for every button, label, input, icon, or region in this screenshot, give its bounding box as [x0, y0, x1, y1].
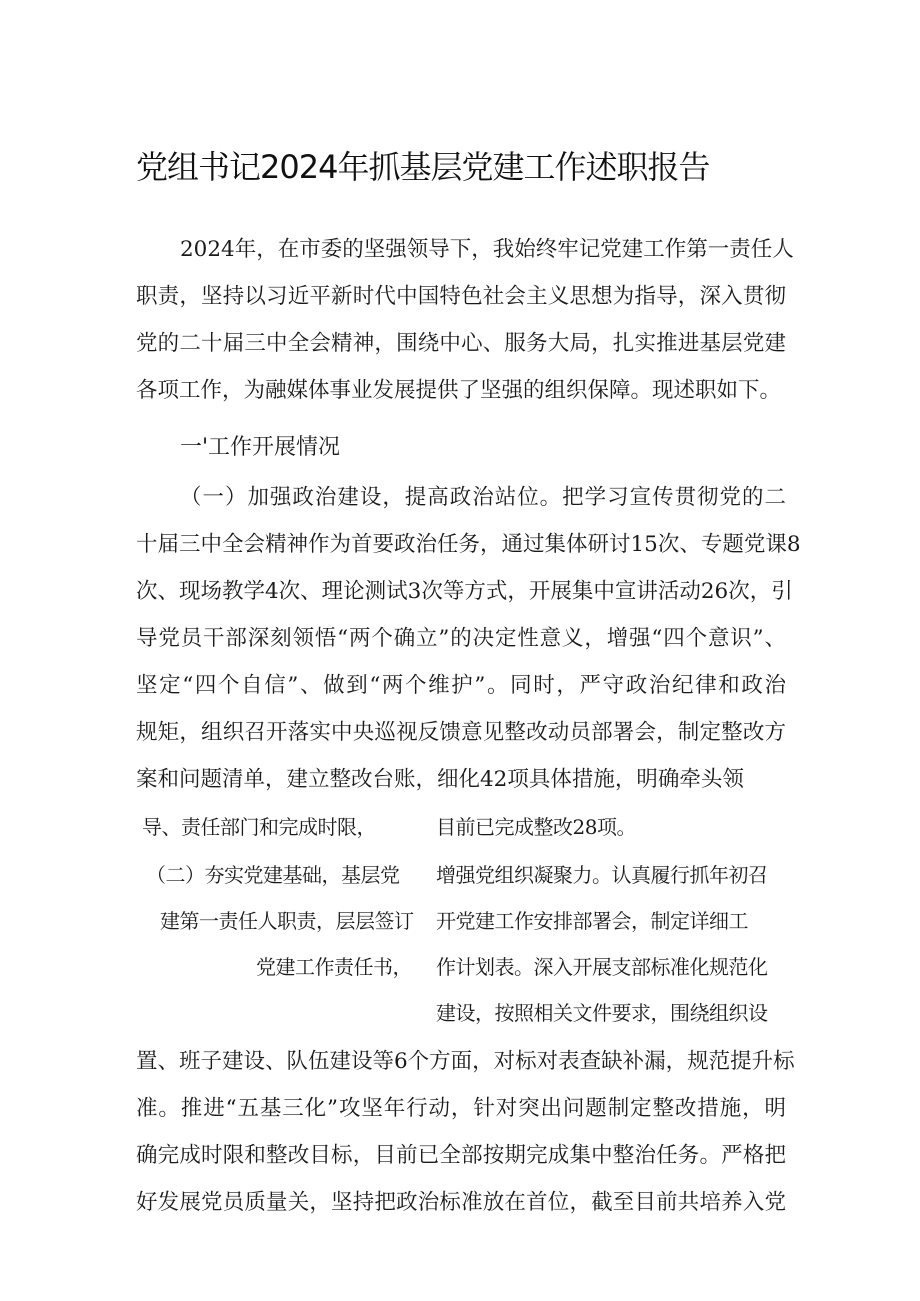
split-line-right: 增强党组织凝聚力。认真履行抓年初召: [436, 863, 768, 887]
paragraph-line: 确完成时限和整改目标，目前已全部按期完成集中整治任务。严格把: [136, 1143, 786, 1168]
split-line-right: 建设，按照相关文件要求，围绕组织设: [436, 1001, 768, 1025]
paragraph-line: （一）加强政治建设，提高政治站位。把学习宣传贯彻党的二: [180, 485, 786, 510]
paragraph-line: 准。推进“五基三化”攻坚年行动，针对突出问题制定整改措施，明: [136, 1096, 786, 1121]
paragraph-line: 坚定“四个自信”、做到“两个维护”。同时，严守政治纪律和政治: [136, 673, 786, 698]
paragraph-line: 十届三中全会精神作为首要政治任务，通过集体研讨15次、专题党课8: [136, 532, 801, 557]
paragraph-line: 案和问题清单，建立整改台账，细化42项具体措施，明确牵头领: [136, 767, 744, 792]
split-line-left: （二）夯实党建基础，基层党: [146, 863, 400, 887]
paragraph-line: 党的二十届三中全会精神，围绕中心、服务大局，扎实推进基层党建: [136, 331, 786, 356]
paragraph-line: 各项工作，为融媒体事业发展提供了坚强的组织保障。现述职如下。: [136, 378, 782, 403]
split-line-left: 建第一责任人职责，层层签订: [160, 909, 414, 933]
split-line-left: 党建工作责任书，: [256, 955, 412, 979]
paragraph-line: 2024年，在市委的坚强领导下，我始终牢记党建工作第一责任人: [180, 237, 794, 262]
split-line-right: 目前已完成整改28项。: [436, 815, 636, 839]
split-line-right: 开党建工作安排部署会，制定详细工: [436, 909, 748, 933]
paragraph-line: 置、班子建设、队伍建设等6个方面，对标对表查缺补漏，规范提升标: [136, 1049, 795, 1074]
document-title: 党组书记2024年抓基层党建工作述职报告: [136, 148, 710, 186]
split-line-right: 作计划表。深入开展支部标准化规范化: [436, 955, 768, 979]
paragraph-line: 导党员干部深刻领悟“两个确立”的决定性意义，增强“四个意识”、: [136, 626, 786, 651]
paragraph-line: 职责，坚持以习近平新时代中国特色社会主义思想为指导，深入贯彻: [136, 284, 786, 309]
section-heading: 一'工作开展情况: [180, 435, 341, 460]
paragraph-line: 次、现场教学4次、理论测试3次等方式，开展集中宣讲活动26次，引: [136, 579, 793, 604]
split-line-left: 导、责任部门和完成时限，: [142, 815, 376, 839]
paragraph-line: 规矩，组织召开落实中央巡视反馈意见整改动员部署会，制定整改方: [136, 720, 786, 745]
paragraph-line: 好发展党员质量关，坚持把政治标准放在首位，截至目前共培养入党: [136, 1190, 786, 1215]
